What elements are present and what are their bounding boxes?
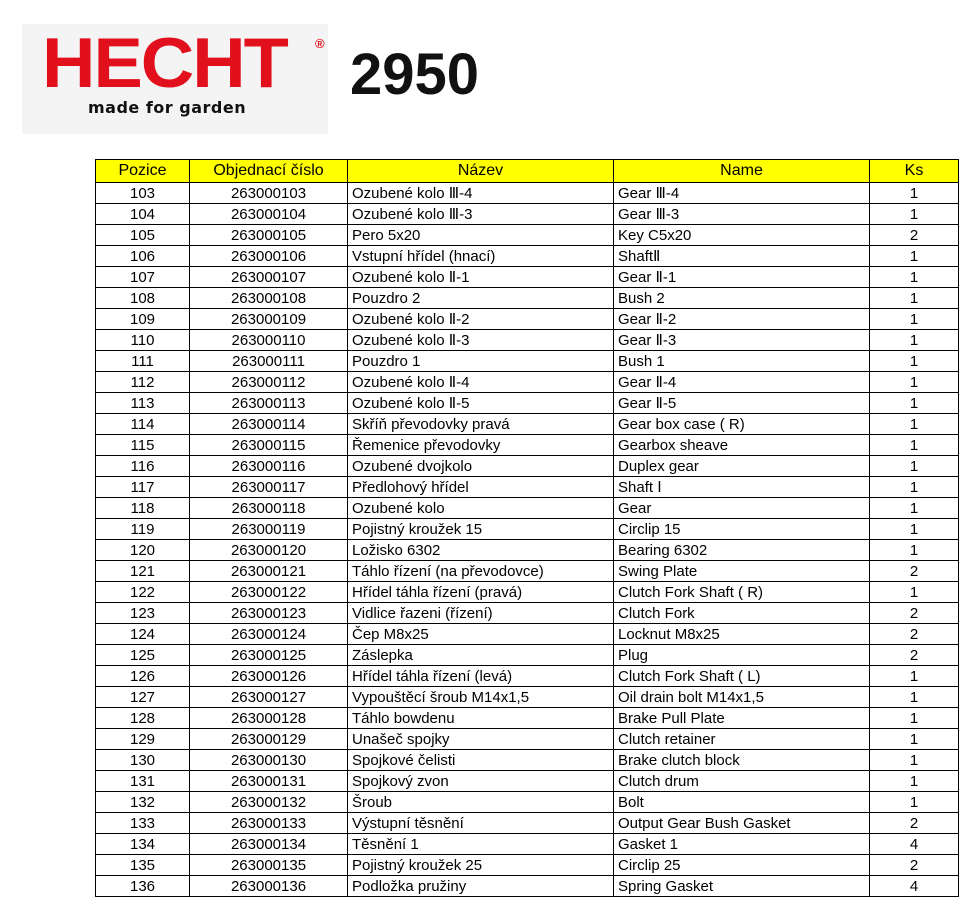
table-row [96, 792, 959, 813]
cell-objednaci-cislo: 263000121 [190, 561, 348, 582]
cell-name: Plug [614, 645, 870, 666]
cell-pozice: 132 [96, 792, 190, 813]
table-row [96, 225, 959, 246]
cell-nazev: Spojkový zvon [348, 771, 614, 792]
logo-tagline: made for garden [88, 98, 247, 117]
cell-objednaci-cislo: 263000111 [190, 351, 348, 372]
cell-objednaci-cislo: 263000107 [190, 267, 348, 288]
cell-pozice: 117 [96, 477, 190, 498]
cell-nazev: Řemenice převodovky [348, 435, 614, 456]
cell-ks: 1 [870, 666, 959, 687]
cell-pozice: 126 [96, 666, 190, 687]
table-row [96, 351, 959, 372]
table-row [96, 687, 959, 708]
cell-ks: 1 [870, 330, 959, 351]
table-row [96, 246, 959, 267]
cell-name: Gear Ⅱ-4 [614, 372, 870, 393]
cell-ks: 1 [870, 435, 959, 456]
cell-ks: 1 [870, 246, 959, 267]
parts-table-body [96, 183, 959, 897]
cell-objednaci-cislo: 263000108 [190, 288, 348, 309]
cell-ks: 1 [870, 687, 959, 708]
table-row [96, 288, 959, 309]
cell-pozice: 113 [96, 393, 190, 414]
cell-objednaci-cislo: 263000115 [190, 435, 348, 456]
cell-nazev: Pouzdro 2 [348, 288, 614, 309]
cell-objednaci-cislo: 263000123 [190, 603, 348, 624]
table-row [96, 813, 959, 834]
cell-objednaci-cislo: 263000119 [190, 519, 348, 540]
table-row [96, 204, 959, 225]
table-row [96, 708, 959, 729]
cell-ks: 2 [870, 561, 959, 582]
cell-nazev: Skříň převodovky pravá [348, 414, 614, 435]
cell-nazev: Záslepka [348, 645, 614, 666]
cell-ks: 1 [870, 519, 959, 540]
cell-ks: 1 [870, 540, 959, 561]
table-row [96, 771, 959, 792]
cell-pozice: 124 [96, 624, 190, 645]
cell-ks: 2 [870, 645, 959, 666]
cell-pozice: 106 [96, 246, 190, 267]
cell-ks: 1 [870, 729, 959, 750]
cell-nazev: Ložisko 6302 [348, 540, 614, 561]
cell-pozice: 136 [96, 876, 190, 897]
col-header-name: Name [614, 160, 870, 183]
cell-name: Duplex gear [614, 456, 870, 477]
table-row [96, 729, 959, 750]
cell-pozice: 105 [96, 225, 190, 246]
cell-name: Oil drain bolt M14x1,5 [614, 687, 870, 708]
cell-nazev: Ozubené kolo Ⅱ-4 [348, 372, 614, 393]
cell-name: Gear [614, 498, 870, 519]
cell-pozice: 111 [96, 351, 190, 372]
cell-ks: 1 [870, 372, 959, 393]
cell-name: Clutch Fork Shaft ( L) [614, 666, 870, 687]
cell-pozice: 110 [96, 330, 190, 351]
cell-objednaci-cislo: 263000104 [190, 204, 348, 225]
table-row [96, 393, 959, 414]
cell-nazev: Ozubené kolo Ⅲ-4 [348, 183, 614, 204]
table-row [96, 561, 959, 582]
model-number: 2950 [350, 42, 480, 107]
cell-name: Clutch retainer [614, 729, 870, 750]
cell-name: Gear Ⅱ-5 [614, 393, 870, 414]
table-row [96, 330, 959, 351]
cell-objednaci-cislo: 263000109 [190, 309, 348, 330]
cell-nazev: Čep M8x25 [348, 624, 614, 645]
cell-pozice: 128 [96, 708, 190, 729]
cell-nazev: Ozubené kolo Ⅱ-3 [348, 330, 614, 351]
cell-objednaci-cislo: 263000122 [190, 582, 348, 603]
cell-pozice: 103 [96, 183, 190, 204]
cell-name: Circlip 15 [614, 519, 870, 540]
cell-pozice: 125 [96, 645, 190, 666]
table-row [96, 372, 959, 393]
cell-nazev: Vstupní hřídel (hnací) [348, 246, 614, 267]
table-row [96, 750, 959, 771]
table-row [96, 624, 959, 645]
cell-nazev: Vidlice řazeni (řízení) [348, 603, 614, 624]
cell-pozice: 107 [96, 267, 190, 288]
cell-ks: 1 [870, 771, 959, 792]
cell-pozice: 121 [96, 561, 190, 582]
table-header-row [96, 160, 959, 183]
table-row [96, 603, 959, 624]
cell-pozice: 127 [96, 687, 190, 708]
cell-nazev: Unašeč spojky [348, 729, 614, 750]
table-row [96, 414, 959, 435]
cell-ks: 2 [870, 813, 959, 834]
cell-ks: 2 [870, 603, 959, 624]
table-row [96, 309, 959, 330]
cell-name: ShaftⅡ [614, 246, 870, 267]
cell-objednaci-cislo: 263000117 [190, 477, 348, 498]
col-header-pozice: Pozice [96, 160, 190, 183]
cell-name: Gear Ⅲ-4 [614, 183, 870, 204]
cell-nazev: Šroub [348, 792, 614, 813]
cell-name: Gear Ⅱ-2 [614, 309, 870, 330]
cell-name: Circlip 25 [614, 855, 870, 876]
cell-nazev: Vypouštěcí šroub M14x1,5 [348, 687, 614, 708]
cell-ks: 1 [870, 204, 959, 225]
cell-ks: 2 [870, 624, 959, 645]
cell-nazev: Táhlo řízení (na převodovce) [348, 561, 614, 582]
cell-name: Clutch drum [614, 771, 870, 792]
cell-name: Clutch Fork Shaft ( R) [614, 582, 870, 603]
cell-objednaci-cislo: 263000116 [190, 456, 348, 477]
table-row [96, 435, 959, 456]
cell-name: Clutch Fork [614, 603, 870, 624]
cell-objednaci-cislo: 263000110 [190, 330, 348, 351]
cell-ks: 1 [870, 309, 959, 330]
cell-pozice: 130 [96, 750, 190, 771]
cell-objednaci-cislo: 263000134 [190, 834, 348, 855]
col-header-objednaci-cislo: Objednací číslo [190, 160, 348, 183]
cell-objednaci-cislo: 263000118 [190, 498, 348, 519]
cell-nazev: Pojistný kroužek 25 [348, 855, 614, 876]
cell-nazev: Pojistný kroužek 15 [348, 519, 614, 540]
cell-pozice: 119 [96, 519, 190, 540]
cell-pozice: 118 [96, 498, 190, 519]
cell-ks: 1 [870, 183, 959, 204]
table-row [96, 876, 959, 897]
cell-nazev: Hřídel táhla řízení (levá) [348, 666, 614, 687]
cell-ks: 1 [870, 498, 959, 519]
cell-name: Locknut M8x25 [614, 624, 870, 645]
cell-objednaci-cislo: 263000132 [190, 792, 348, 813]
table-row [96, 456, 959, 477]
cell-objednaci-cislo: 263000112 [190, 372, 348, 393]
cell-objednaci-cislo: 263000120 [190, 540, 348, 561]
col-header-ks: Ks [870, 160, 959, 183]
cell-ks: 1 [870, 414, 959, 435]
cell-pozice: 108 [96, 288, 190, 309]
cell-pozice: 135 [96, 855, 190, 876]
cell-ks: 1 [870, 582, 959, 603]
cell-name: Gear box case ( R) [614, 414, 870, 435]
cell-objednaci-cislo: 263000128 [190, 708, 348, 729]
cell-name: Gear Ⅱ-3 [614, 330, 870, 351]
table-row [96, 645, 959, 666]
table-row [96, 519, 959, 540]
cell-objednaci-cislo: 263000129 [190, 729, 348, 750]
cell-ks: 1 [870, 393, 959, 414]
cell-name: Gear Ⅲ-3 [614, 204, 870, 225]
cell-name: Gasket 1 [614, 834, 870, 855]
cell-objednaci-cislo: 263000106 [190, 246, 348, 267]
cell-objednaci-cislo: 263000131 [190, 771, 348, 792]
table-row [96, 666, 959, 687]
cell-nazev: Ozubené kolo Ⅱ-2 [348, 309, 614, 330]
table-row [96, 498, 959, 519]
hecht-logo [22, 24, 328, 134]
table-row [96, 477, 959, 498]
cell-objednaci-cislo: 263000124 [190, 624, 348, 645]
cell-ks: 1 [870, 708, 959, 729]
cell-pozice: 134 [96, 834, 190, 855]
page-header [0, 0, 960, 160]
cell-objednaci-cislo: 263000113 [190, 393, 348, 414]
cell-nazev: Pouzdro 1 [348, 351, 614, 372]
cell-pozice: 120 [96, 540, 190, 561]
cell-pozice: 123 [96, 603, 190, 624]
cell-ks: 4 [870, 834, 959, 855]
cell-nazev: Spojkové čelisti [348, 750, 614, 771]
cell-ks: 2 [870, 855, 959, 876]
cell-nazev: Těsnění 1 [348, 834, 614, 855]
cell-name: Brake clutch block [614, 750, 870, 771]
cell-nazev: Podložka pružiny [348, 876, 614, 897]
cell-nazev: Výstupní těsnění [348, 813, 614, 834]
cell-nazev: Ozubené kolo Ⅱ-5 [348, 393, 614, 414]
cell-pozice: 112 [96, 372, 190, 393]
table-row [96, 183, 959, 204]
cell-objednaci-cislo: 263000135 [190, 855, 348, 876]
parts-table [95, 159, 959, 897]
cell-pozice: 114 [96, 414, 190, 435]
cell-name: Bush 2 [614, 288, 870, 309]
table-row [96, 834, 959, 855]
cell-objednaci-cislo: 263000136 [190, 876, 348, 897]
registered-mark: ® [315, 36, 325, 51]
cell-nazev: Ozubené kolo Ⅱ-1 [348, 267, 614, 288]
cell-ks: 1 [870, 351, 959, 372]
cell-objednaci-cislo: 263000130 [190, 750, 348, 771]
cell-nazev: Táhlo bowdenu [348, 708, 614, 729]
cell-name: Shaft Ⅰ [614, 477, 870, 498]
col-header-nazev: Název [348, 160, 614, 183]
logo-brand-text: HECHT [42, 23, 287, 103]
cell-objednaci-cislo: 263000103 [190, 183, 348, 204]
table-row [96, 855, 959, 876]
cell-name: Brake Pull Plate [614, 708, 870, 729]
cell-pozice: 133 [96, 813, 190, 834]
cell-name: Swing Plate [614, 561, 870, 582]
table-row [96, 540, 959, 561]
cell-ks: 1 [870, 456, 959, 477]
cell-objednaci-cislo: 263000126 [190, 666, 348, 687]
cell-name: Key C5x20 [614, 225, 870, 246]
cell-pozice: 131 [96, 771, 190, 792]
cell-nazev: Ozubené kolo [348, 498, 614, 519]
cell-name: Spring Gasket [614, 876, 870, 897]
cell-pozice: 129 [96, 729, 190, 750]
cell-objednaci-cislo: 263000125 [190, 645, 348, 666]
cell-ks: 1 [870, 288, 959, 309]
cell-pozice: 115 [96, 435, 190, 456]
cell-name: Output Gear Bush Gasket [614, 813, 870, 834]
table-row [96, 267, 959, 288]
cell-ks: 1 [870, 792, 959, 813]
cell-name: Bush 1 [614, 351, 870, 372]
cell-ks: 2 [870, 225, 959, 246]
cell-ks: 4 [870, 876, 959, 897]
cell-name: Bearing 6302 [614, 540, 870, 561]
cell-pozice: 109 [96, 309, 190, 330]
cell-name: Gear Ⅱ-1 [614, 267, 870, 288]
cell-pozice: 122 [96, 582, 190, 603]
cell-nazev: Hřídel táhla řízení (pravá) [348, 582, 614, 603]
cell-ks: 1 [870, 477, 959, 498]
cell-objednaci-cislo: 263000127 [190, 687, 348, 708]
cell-ks: 1 [870, 267, 959, 288]
cell-nazev: Ozubené kolo Ⅲ-3 [348, 204, 614, 225]
cell-pozice: 104 [96, 204, 190, 225]
cell-nazev: Pero 5x20 [348, 225, 614, 246]
cell-pozice: 116 [96, 456, 190, 477]
cell-nazev: Předlohový hřídel [348, 477, 614, 498]
cell-nazev: Ozubené dvojkolo [348, 456, 614, 477]
cell-objednaci-cislo: 263000114 [190, 414, 348, 435]
cell-objednaci-cislo: 263000105 [190, 225, 348, 246]
cell-ks: 1 [870, 750, 959, 771]
cell-name: Bolt [614, 792, 870, 813]
cell-objednaci-cislo: 263000133 [190, 813, 348, 834]
table-row [96, 582, 959, 603]
cell-name: Gearbox sheave [614, 435, 870, 456]
